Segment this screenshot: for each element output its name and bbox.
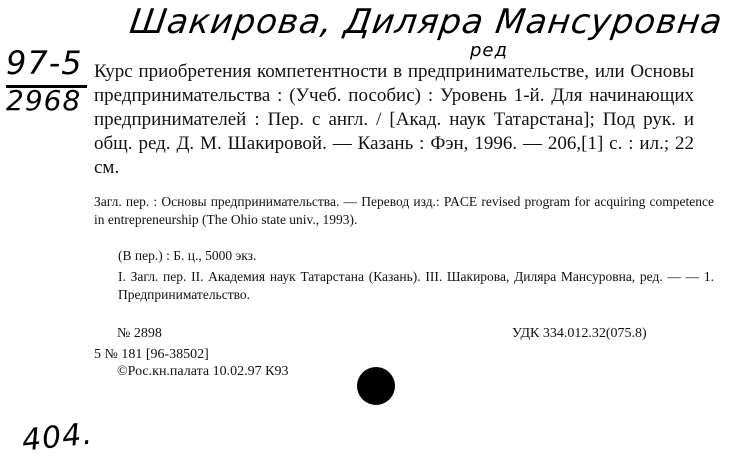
- registry-number: 5 № 181 [96-38502]: [94, 347, 209, 362]
- handwritten-bottom-mark: 404.: [20, 416, 95, 459]
- tracings: I. Загл. пер. II. Академия наук Татарстана (Казань). III. Шакирова, Диляра Мансуровна, ред. — — 1. Предпринимательство.: [118, 269, 714, 302]
- title-note: Загл. пер. : Основы предпринимательства. — Перевод изд.: PACE revised program for acquiring competence in entrepreneurship (The Ohio state univ., 1993).: [94, 194, 714, 227]
- book-chamber-stamp: ©Рос.кн.палата 10.02.97 К93: [117, 364, 289, 379]
- binding-note: (В пер.) : Б. ц., 5000 экз.: [118, 248, 257, 263]
- ink-blot: [357, 367, 395, 405]
- handwritten-author-name: Шакирова, Диляра Мансуровна: [127, 2, 726, 42]
- udk-classification: УДК 334.012.32(075.8): [512, 326, 647, 341]
- handwritten-editor-mark: ред: [470, 40, 508, 61]
- handwritten-call-number-top: 97-5: [6, 44, 83, 82]
- handwritten-call-number-bottom: 2968: [6, 84, 82, 117]
- card-number: № 2898: [117, 326, 162, 341]
- bibliographic-description: Курс приобретения компетентности в предпринимательстве, или Основы предпринимательства : (Учеб. пособис) : Уровень 1-й. Для начинающих предпринимателей : Пер. с англ. / [Акад. наук Татарстана]; Под рук. и общ. ред. Д. М. Шакировой. — Казань : Фэн, 1996. — 206,[1] с. : ил.; 22 см.: [94, 61, 694, 178]
